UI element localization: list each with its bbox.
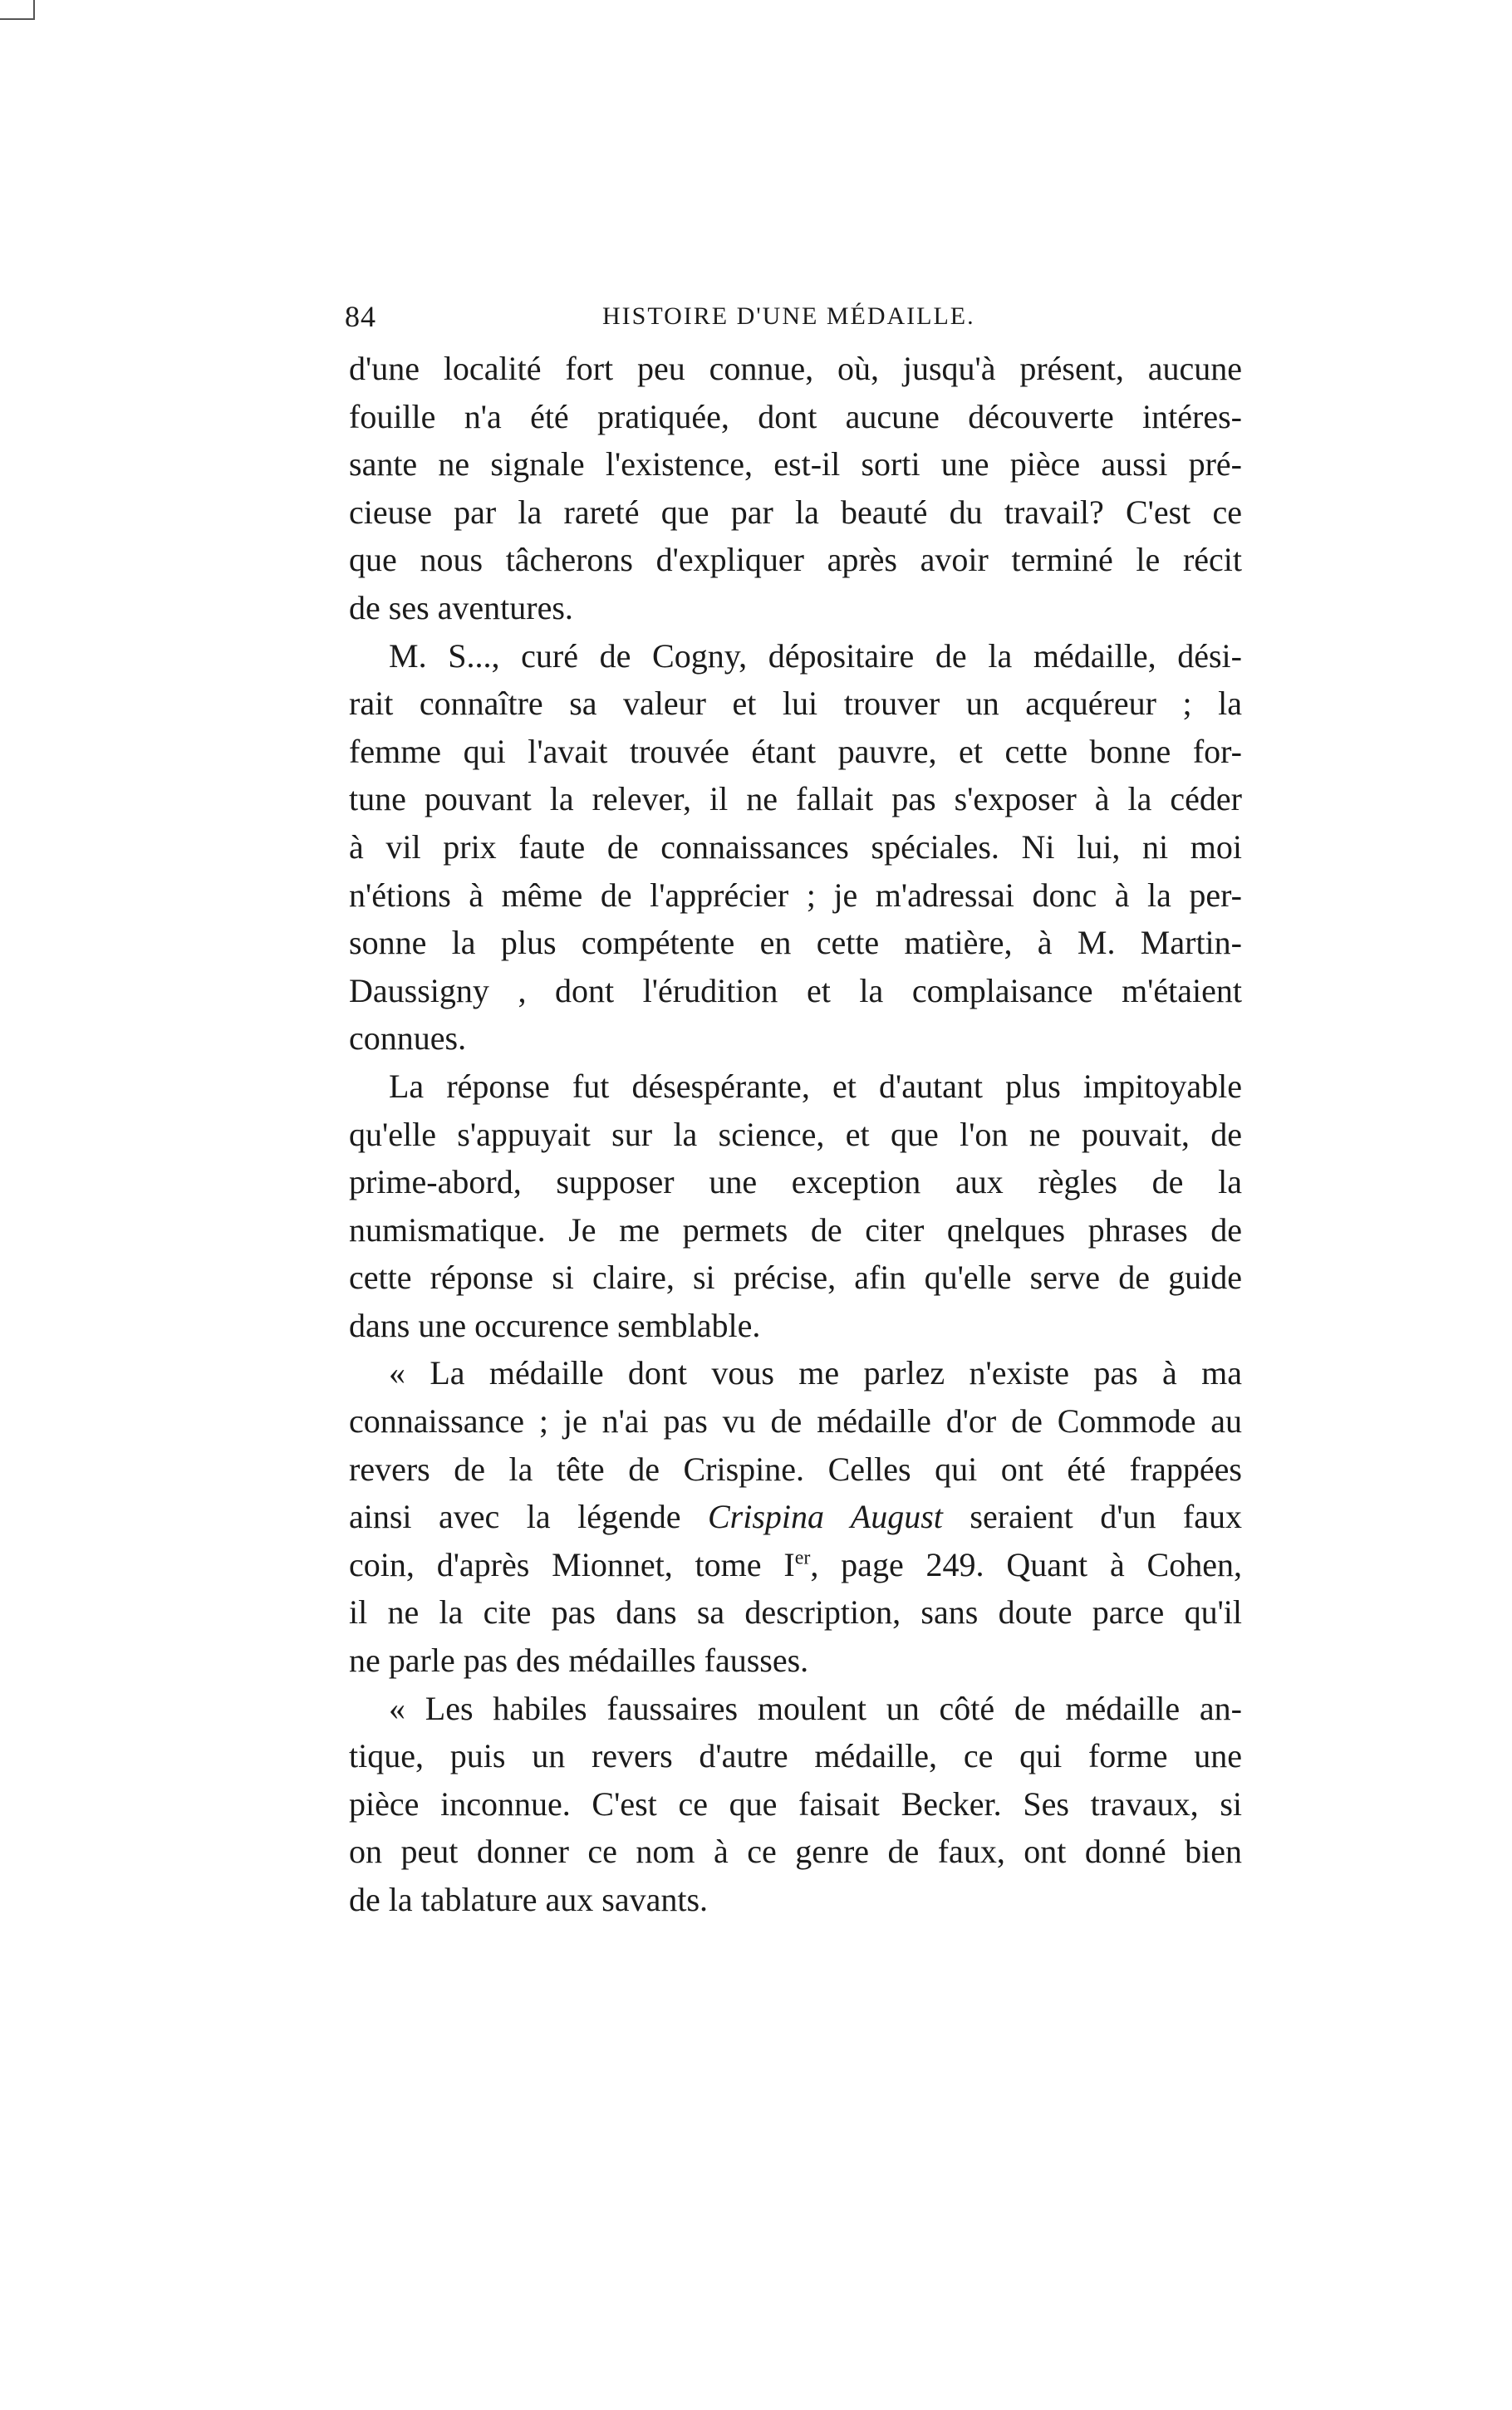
text-line: La réponse fut désespérante, et d'autant plus impitoyable bbox=[389, 1067, 1242, 1105]
text-line: pièce inconnue. C'est ce que faisait Becker. Ses travaux, si bbox=[349, 1784, 1242, 1823]
text-line: ne parle pas des médailles fausses. bbox=[349, 1642, 809, 1680]
scan-mark bbox=[33, 0, 35, 20]
text-line: revers de la tête de Crispine. Celles qui ont été frappées bbox=[349, 1450, 1242, 1488]
text-line: on peut donner ce nom à ce genre de faux, ont donné bien bbox=[349, 1833, 1242, 1871]
line-text-after: , page 249. Quant à Cohen, bbox=[810, 1545, 1242, 1583]
text-line: connues. bbox=[349, 1019, 467, 1058]
text-line: prime-abord, supposer une exception aux règles de la bbox=[349, 1163, 1242, 1201]
text-line: que nous tâcherons d'expliquer après avoir terminé le récit bbox=[349, 541, 1242, 579]
text-line: femme qui l'avait trouvée étant pauvre, et cette bonne for- bbox=[349, 732, 1242, 770]
text-line: d'une localité fort peu connue, où, jusqu'à présent, aucune bbox=[349, 350, 1242, 387]
text-line: « La médaille dont vous me parlez n'existe pas à ma bbox=[389, 1354, 1242, 1392]
text-line bbox=[349, 1493, 1242, 1541]
running-title: HISTOIRE D'UNE MÉDAILLE. bbox=[602, 302, 975, 330]
text-line: numismatique. Je me permets de citer qnelques phrases de bbox=[349, 1210, 1242, 1249]
text-line: qu'elle s'appuyait sur la science, et que l'on ne pouvait, de bbox=[349, 1115, 1242, 1153]
text-line bbox=[349, 1541, 1242, 1589]
text-line: il ne la cite pas dans sa description, sans doute parce qu'il bbox=[349, 1593, 1242, 1632]
text-line: M. S..., curé de Cogny, dépositaire de la médaille, dési- bbox=[389, 636, 1242, 675]
body-text bbox=[349, 345, 1242, 1924]
text-line: tune pouvant la relever, il ne fallait pas s'exposer à la céder bbox=[349, 780, 1242, 818]
text-line: tique, puis un revers d'autre médaille, ce qui forme une bbox=[349, 1737, 1242, 1775]
italic-legend: Crispina August bbox=[707, 1498, 943, 1536]
scan-mark bbox=[0, 18, 33, 20]
text-line: sonne la plus compétente en cette matière, à M. Martin- bbox=[349, 924, 1242, 962]
text-line: de ses aventures. bbox=[349, 588, 573, 626]
text-line: fouille n'a été pratiquée, dont aucune découverte intéres- bbox=[349, 397, 1242, 435]
text-line: cette réponse si claire, si précise, afin qu'elle serve de guide bbox=[349, 1259, 1242, 1297]
text-line: de la tablature aux savants. bbox=[349, 1881, 709, 1918]
text-line: cieuse par la rareté que par la beauté du travail? C'est ce bbox=[349, 493, 1242, 531]
text-line: « Les habiles faussaires moulent un côté de médaille an- bbox=[389, 1689, 1242, 1727]
page-number: 84 bbox=[345, 300, 376, 333]
line-text-after: seraient d'un faux bbox=[942, 1498, 1242, 1536]
superscript: er bbox=[794, 1547, 811, 1569]
text-line: à vil prix faute de connaissances spéciales. Ni lui, ni moi bbox=[349, 827, 1242, 866]
line-text-before: ainsi avec la légende bbox=[349, 1498, 708, 1536]
text-line: sante ne signale l'existence, est-il sorti une pièce aussi pré- bbox=[349, 445, 1242, 483]
text-line: connaissance ; je n'ai pas vu de médaille d'or de Commode au bbox=[349, 1402, 1242, 1441]
running-head bbox=[345, 299, 1242, 349]
text-line: rait connaître sa valeur et lui trouver un acquéreur ; la bbox=[349, 685, 1242, 723]
text-line: dans une occurence semblable. bbox=[349, 1306, 761, 1344]
text-line: n'étions à même de l'apprécier ; je m'adressai donc à la per- bbox=[349, 876, 1242, 914]
line-text-before: coin, d'après Mionnet, tome I bbox=[349, 1545, 795, 1583]
text-line: Daussigny , dont l'érudition et la complaisance m'étaient bbox=[349, 971, 1242, 1009]
